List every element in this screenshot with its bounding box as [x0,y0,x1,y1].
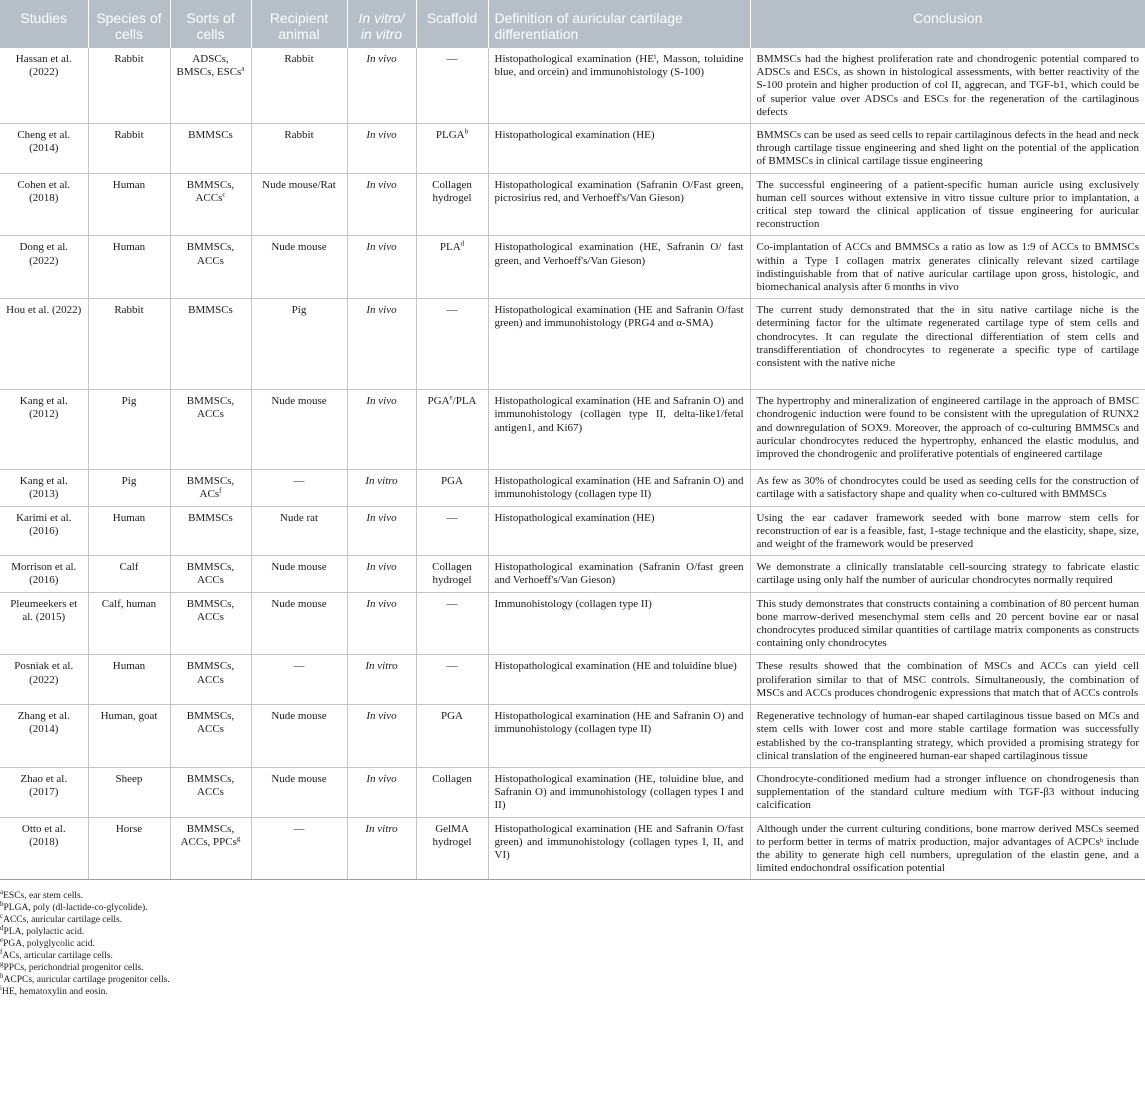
cell-recipient [251,817,347,880]
cell-species [88,124,170,174]
vivo-text: In vivo [366,129,397,142]
cell-scaffold [416,506,488,556]
table-row [0,556,1145,592]
cell-scaffold [416,705,488,768]
conclusion-text: The hypertrophy and mineralization of engineered cartilage in the approach of BMSC chondrogenic induction were found to be consistent with the upregulation of RUNX2 and downregulation of SOX9. Moreover, the approach of co-culturing BMMSCs and auricular chondrocytes reduced the hypertrophy, enhanced the elastic modulus, and improved the chondrogenic and proliferative potentials of engineered cartilage [756,395,1139,461]
scaffold-text: Collagen hydrogel [432,178,472,204]
cell-species [88,592,170,655]
vivo-text: In vivo [366,772,397,785]
scaffold-text: GelMA hydrogel [432,822,472,848]
species-text: Calf [119,561,139,574]
vivo-text: In vivo [366,511,397,524]
studies-text: Dong et al. (2022) [19,241,69,267]
sorts-text: BMMSCs [188,129,233,142]
cell-species [88,173,170,236]
scaffold-tail-text: /PLA [452,395,477,408]
table-row [0,124,1145,174]
cell-species [88,299,170,390]
cell-species [88,48,170,124]
cell-studies [0,390,88,470]
cell-vivo [347,705,416,768]
cell-sorts [170,470,251,506]
vivo-text: In vivo [366,395,397,408]
recipient-text: Nude mouse [271,395,327,408]
definition-text: Histopathological examination (HE and toluidine blue) [494,660,737,673]
cell-sorts [170,592,251,655]
definition-text: Histopathological examination (HEⁱ, Masson, toluidine blue, and orcein) and immunohistology (S-100) [494,53,744,79]
cell-conclusion [750,173,1145,236]
cell-species [88,767,170,817]
cell-conclusion [750,767,1145,817]
table-row [0,48,1145,124]
cell-recipient [251,173,347,236]
species-text: Calf, human [101,597,157,610]
sorts-text: ADSCs, BMSCs, ESCs [176,53,242,79]
table-row [0,236,1145,299]
cell-vivo [347,556,416,592]
studies-text: Hassan et al. (2022) [15,53,72,79]
cell-sorts [170,299,251,390]
vivo-text: In vivo [366,561,397,574]
species-text: Human, goat [100,710,158,723]
recipient-text: Rabbit [284,129,314,142]
cell-scaffold [416,173,488,236]
cell-sorts [170,506,251,556]
definition-text: Histopathological examination (HE) [494,511,655,524]
conclusion-text: This study demonstrates that constructs containing a combination of 80 percent human bone marrow-derived mesenchymal stem cells and 20 percent bovine ear or nasal chondrocytes produced similar quantities of cartilage matrix components as constructs containing only chondrocytes [756,597,1139,650]
cell-recipient [251,390,347,470]
footnotes [0,890,1145,998]
vivo-text: In vivo [366,241,397,254]
cell-studies [0,767,88,817]
cell-studies [0,236,88,299]
species-text: Human [112,241,146,254]
studies-text: Pleumeekers et al. (2015) [10,597,78,623]
species-text: Rabbit [114,53,144,65]
cell-recipient [251,124,347,174]
footnote-mark: e [0,936,4,945]
definition-text: Histopathological examination (HE) [494,129,655,142]
species-text: Pig [121,395,137,408]
recipient-text: Nude mouse [271,710,327,723]
sorts-text: BMMSCs, ACCs [186,710,235,736]
cell-definition [488,767,750,817]
cell-definition [488,556,750,592]
scaffold-text: PGA [427,395,450,408]
sorts-text: BMMSCs, ACCs [186,597,235,623]
footnote-item [0,890,1145,902]
cell-sorts [170,767,251,817]
definition-text: Histopathological examination (HE, toluidine blue, and Safranin O) and immunohistology (collagen types I and II) [494,772,744,812]
cell-scaffold [416,236,488,299]
species-text: Rabbit [114,129,144,142]
footnote-text: ESCs, ear stem cells. [3,891,84,902]
cell-definition [488,655,750,705]
conclusion-text: These results showed that the combination of MSCs and ACCs can yield cell proliferation similar to that of MSC controls. Simultaneously, the combination of MSCs and ACCs produces chondrogenic expressions that match that of ACCs controls [756,660,1139,699]
cell-scaffold [416,556,488,592]
cell-conclusion [750,390,1145,470]
definition-text: Histopathological examination (HE and Safranin O) and immunohistology (collagen type II) [494,710,744,736]
cell-studies [0,705,88,768]
table-row [0,506,1145,556]
footnote-text: PPCs, perichondrial progenitor cells. [3,963,144,974]
scaffold-text: — [446,660,458,673]
studies-text: Cheng et al. (2014) [17,129,71,155]
footnote-item [0,950,1145,962]
cell-vivo [347,506,416,556]
species-text: Human [112,511,146,524]
conclusion-text: We demonstrate a clinically translatable cell-sourcing strategy to fabricate elastic cartilage using only half the number of auricular chondrocytes normally required [756,561,1139,587]
studies-text: Zhao et al. (2017) [20,772,68,799]
footnote-mark: g [0,960,4,969]
footnote-mark: e [449,393,453,402]
cell-sorts [170,236,251,299]
header-scaffold: Scaffold [416,0,488,48]
cell-sorts [170,705,251,768]
scaffold-text: — [446,597,458,610]
cell-species [88,236,170,299]
studies-text: Posniak et al. (2022) [14,660,74,686]
footnote-item [0,914,1145,926]
cell-vivo [347,236,416,299]
footnote-mark: c [222,190,226,199]
cell-scaffold [416,470,488,506]
studies-text: Kang et al. (2013) [19,475,68,501]
sorts-text: BMMSCs [188,304,233,317]
footnote-mark: b [0,900,4,909]
vivo-text: In vivo [366,597,397,610]
cell-definition [488,705,750,768]
definition-text: Immunohistology (collagen type II) [494,597,652,610]
table-row [0,592,1145,655]
cell-vivo [347,470,416,506]
recipient-text: Nude mouse [271,772,327,785]
cell-species [88,655,170,705]
cell-vivo [347,767,416,817]
conclusion-text: Regenerative technology of human-ear shaped cartilaginous tissue based on MCs and stem cells with lower cost and more stable cartilage formation was successfully established by the co-transplanting strategy, which provided a promising strategy for clinical translation of the engineered human-ear shaped cartilaginous tissue [756,710,1139,762]
footnote-mark: c [0,912,4,921]
vivo-text: In vitro [365,822,398,835]
footnote-mark: i [0,984,2,993]
conclusion-text: Although under the current culturing conditions, bone marrow derived MSCs seemed to perform better in terms of matrix production, major advantages of ACPCsʰ include the ability to generate high cell numbers, upregulation of the elastin gene, and a limited endochondral ossification potential [756,822,1139,875]
cell-studies [0,817,88,880]
cell-conclusion [750,236,1145,299]
recipient-text: — [293,660,305,673]
sorts-text: BMMSCs, ACCs [186,660,235,686]
sorts-text: BMMSCs, ACs [186,475,235,501]
species-text: Rabbit [114,304,144,317]
cell-recipient [251,705,347,768]
footnote-mark: d [460,239,465,248]
scaffold-text: PGA [440,710,463,723]
table-row [0,390,1145,470]
footnote-text: PLA, polylactic acid. [3,927,85,938]
studies-text: Karimi et al. (2016) [16,511,72,537]
table-row [0,767,1145,817]
cell-scaffold [416,299,488,390]
header-recipient: Recipient animal [251,0,347,48]
cell-conclusion [750,556,1145,592]
cell-definition [488,48,750,124]
table-row [0,173,1145,236]
cell-sorts [170,124,251,174]
sorts-text: BMMSCs, ACCs [186,241,235,267]
footnote-item [0,902,1145,914]
table-row [0,655,1145,705]
cell-vivo [347,655,416,705]
scaffold-text: — [446,304,458,317]
studies-text: Hou et al. (2022) [6,304,82,317]
cell-studies [0,299,88,390]
species-text: Human [112,178,146,191]
recipient-text: Rabbit [284,53,314,65]
cell-definition [488,817,750,880]
footnote-text: PLGA, poly (dl-lactide-co-glycolide). [3,903,148,914]
definition-text: Histopathological examination (Safranin O/fast green and Verhoeff's/Van Gieson) [494,561,744,587]
cell-recipient [251,299,347,390]
footnote-mark: d [0,924,4,933]
cell-species [88,390,170,470]
definition-text: Histopathological examination (HE and Safranin O) and immunohistology (collagen type II) [494,475,744,501]
cell-conclusion [750,124,1145,174]
cell-studies [0,470,88,506]
cell-conclusion [750,817,1145,880]
header-vivo: In vitro/ in vitro [347,0,416,48]
cell-studies [0,506,88,556]
conclusion-text: Co-implantation of ACCs and BMMSCs a ratio as low as 1:9 of ACCs to BMMSCs within a Type I collagen matrix generates clinically relevant sized cartilage indistinguishable from that of native auricular cartilage upon gross, histologic, and biomechanical analysis after 6 months in vivo [756,241,1139,294]
cell-species [88,506,170,556]
conclusion-text: BMMSCs can be used as seed cells to repair cartilaginous defects in the head and neck through cartilage tissue engineering and shed light on the potential of the application of BMMSCs in clinical cartilage tissue engineering [756,129,1139,168]
cell-vivo [347,173,416,236]
vivo-text: In vitro [365,660,398,673]
sorts-text: BMMSCs, ACCs [186,178,235,204]
recipient-text: Pig [291,304,307,317]
cell-sorts [170,173,251,236]
cell-conclusion [750,48,1145,124]
cell-definition [488,173,750,236]
cell-studies [0,592,88,655]
sorts-text: BMMSCs, ACCs, PPCs [180,822,237,848]
cell-studies [0,173,88,236]
cell-conclusion [750,655,1145,705]
cell-species [88,470,170,506]
cell-scaffold [416,767,488,817]
scaffold-text: — [446,511,458,524]
cell-scaffold [416,48,488,124]
cell-definition [488,236,750,299]
sorts-text: BMMSCs [188,511,233,524]
conclusion-text: Using the ear cadaver framework seeded with bone marrow stem cells for reconstruction of ear is a feasible, fast, 1-stage technique and the elasticity, shape, size, and weight of the framework would be preserved [756,511,1139,551]
footnote-mark: b [464,127,469,136]
species-text: Sheep [115,772,143,785]
cell-definition [488,592,750,655]
studies-text: Morrison et al. (2016) [11,561,77,587]
recipient-text: Nude rat [279,511,319,524]
cell-studies [0,655,88,705]
cell-scaffold [416,124,488,174]
cell-definition [488,299,750,390]
cell-definition [488,506,750,556]
cell-scaffold [416,592,488,655]
recipient-text: — [293,475,305,488]
vivo-text: In vivo [366,53,397,65]
cell-recipient [251,48,347,124]
cell-scaffold [416,817,488,880]
footnote-mark: f [219,486,222,495]
cell-recipient [251,556,347,592]
cell-vivo [347,48,416,124]
sorts-text: BMMSCs, ACCs [186,561,235,587]
footnote-item [0,974,1145,986]
vivo-text: In vivo [366,304,397,317]
species-text: Pig [121,475,137,488]
footnote-item [0,938,1145,950]
cell-studies [0,556,88,592]
table-body [0,48,1145,880]
scaffold-text: PLA [439,241,461,254]
cell-recipient [251,592,347,655]
cell-sorts [170,655,251,705]
vivo-text: In vitro [365,475,398,488]
cell-conclusion [750,506,1145,556]
cell-sorts [170,48,251,124]
footnote-item [0,986,1145,998]
footnote-text: HE, hematoxylin and eosin. [1,987,108,998]
species-text: Horse [115,822,143,835]
cell-sorts [170,390,251,470]
conclusion-text: Chondrocyte-conditioned medium had a stronger influence on chondrogenesis than supplementation of the standard culture medium with TGF-β3 without inducing calcification [756,772,1139,812]
cell-species [88,556,170,592]
conclusion-text: As few as 30% of chondrocytes could be used as seeding cells for the construction of cartilage with a satisfactory shape and quality when co-cultured with BMMSCs [756,475,1139,501]
cell-studies [0,48,88,124]
cell-conclusion [750,705,1145,768]
cell-recipient [251,767,347,817]
cell-sorts [170,817,251,880]
cell-vivo [347,592,416,655]
cell-recipient [251,506,347,556]
header-conclusion: Conclusion [750,0,1145,48]
species-text: Human [112,660,146,673]
studies-text: Otto et al. (2018) [21,822,66,848]
footnote-item [0,962,1145,974]
cell-definition [488,470,750,506]
cell-conclusion [750,299,1145,390]
cell-vivo [347,124,416,174]
scaffold-text: PLGA [435,129,465,142]
studies-text: Zhang et al. (2014) [17,710,70,736]
footnote-text: PGA, polyglycolic acid. [3,939,95,950]
scaffold-text: Collagen [432,772,472,785]
footnote-text: ACCs, auricular cartilage cells. [3,915,123,926]
header-studies: Studies [0,0,88,48]
footnote-mark: h [0,972,4,981]
vivo-text: In vivo [366,710,397,723]
cell-conclusion [750,470,1145,506]
studies-text: Cohen et al. (2018) [17,178,71,204]
sorts-text: BMMSCs, ACCs [186,395,235,421]
cell-species [88,817,170,880]
cell-definition [488,390,750,470]
table-row [0,470,1145,506]
footnote-text: ACs, articular cartilage cells. [2,951,113,962]
recipient-text: Nude mouse [271,241,327,254]
cell-vivo [347,817,416,880]
cell-vivo [347,390,416,470]
definition-text: Histopathological examination (HE and Safranin O/fast green) and immunohistology (collagen types I, II, and VI) [494,822,744,861]
footnote-mark: a [0,888,4,897]
recipient-text: Nude mouse/Rat [262,178,336,191]
header-species: Species of cells [88,0,170,48]
footnote-item [0,926,1145,938]
footnote-mark: a [241,64,245,73]
table-row [0,705,1145,768]
table-row [0,817,1145,880]
scaffold-text: — [446,53,458,65]
cell-sorts [170,556,251,592]
conclusion-text: The current study demonstrated that the in situ native cartilage niche is the determining factor for the ultimate regenerated cartilage type of stem cells and chondrocytes. It can regulate the directional differentiation of stem cells and transdifferentiation of chondrocytes to regenerate a specific type of cartilage consistent with the native niche [756,304,1139,370]
table-row [0,299,1145,390]
definition-text: Histopathological examination (HE and Safranin O/fast green) and immunohistology (PRG4 and α-SMA) [494,304,744,330]
scaffold-text: Collagen hydrogel [432,561,472,587]
cell-definition [488,124,750,174]
conclusion-text: BMMSCs had the highest proliferation rate and chondrogenic potential compared to ADSCs and ESCs, as shown in histological assessments, with better reactivity of the S-100 protein and higher production of col II, aggrecan, and TGF-b1, which could be of superior value over ADSCs and ESCs for the regeneration of the cartilaginous defects [756,53,1139,118]
cell-scaffold [416,655,488,705]
footnote-mark: f [0,948,3,957]
studies-text: Kang et al. (2012) [19,395,68,421]
scaffold-text: PGA [440,475,463,488]
footnote-mark: g [236,834,241,843]
definition-text: Histopathological examination (HE and Safranin O) and immunohistology (collagen type II, delta-like1/fetal antigen1, and Ki67) [494,395,744,434]
cell-recipient [251,655,347,705]
definition-text: Histopathological examination (HE, Safranin O/ fast green, and Verhoeff's/Van Gieson) [494,241,744,267]
cell-vivo [347,299,416,390]
header-sorts: Sorts of cells [170,0,251,48]
definition-text: Histopathological examination (Safranin O/Fast green, picrosirius red, and Verhoeff's/Van Gieson) [494,178,744,204]
cell-conclusion [750,592,1145,655]
cell-recipient [251,236,347,299]
sorts-text: BMMSCs, ACCs [186,772,235,799]
cell-recipient [251,470,347,506]
vivo-text: In vivo [366,178,397,191]
conclusion-text: The successful engineering of a patient-specific human auricle using exclusively human cell sources without extensive in vitro tissue culture prior to implantation, a critical step toward the clinical application of tissue engineering for auricular reconstruction [756,178,1139,231]
header-definition: Definition of auricular cartilage differentiation [488,0,750,48]
cell-scaffold [416,390,488,470]
cell-species [88,705,170,768]
recipient-text: — [293,822,305,835]
header-row [0,0,1145,48]
recipient-text: Nude mouse [271,561,327,574]
cell-studies [0,124,88,174]
recipient-text: Nude mouse [271,597,327,610]
footnote-text: ACPCs, auricular cartilage progenitor cells. [3,975,170,986]
